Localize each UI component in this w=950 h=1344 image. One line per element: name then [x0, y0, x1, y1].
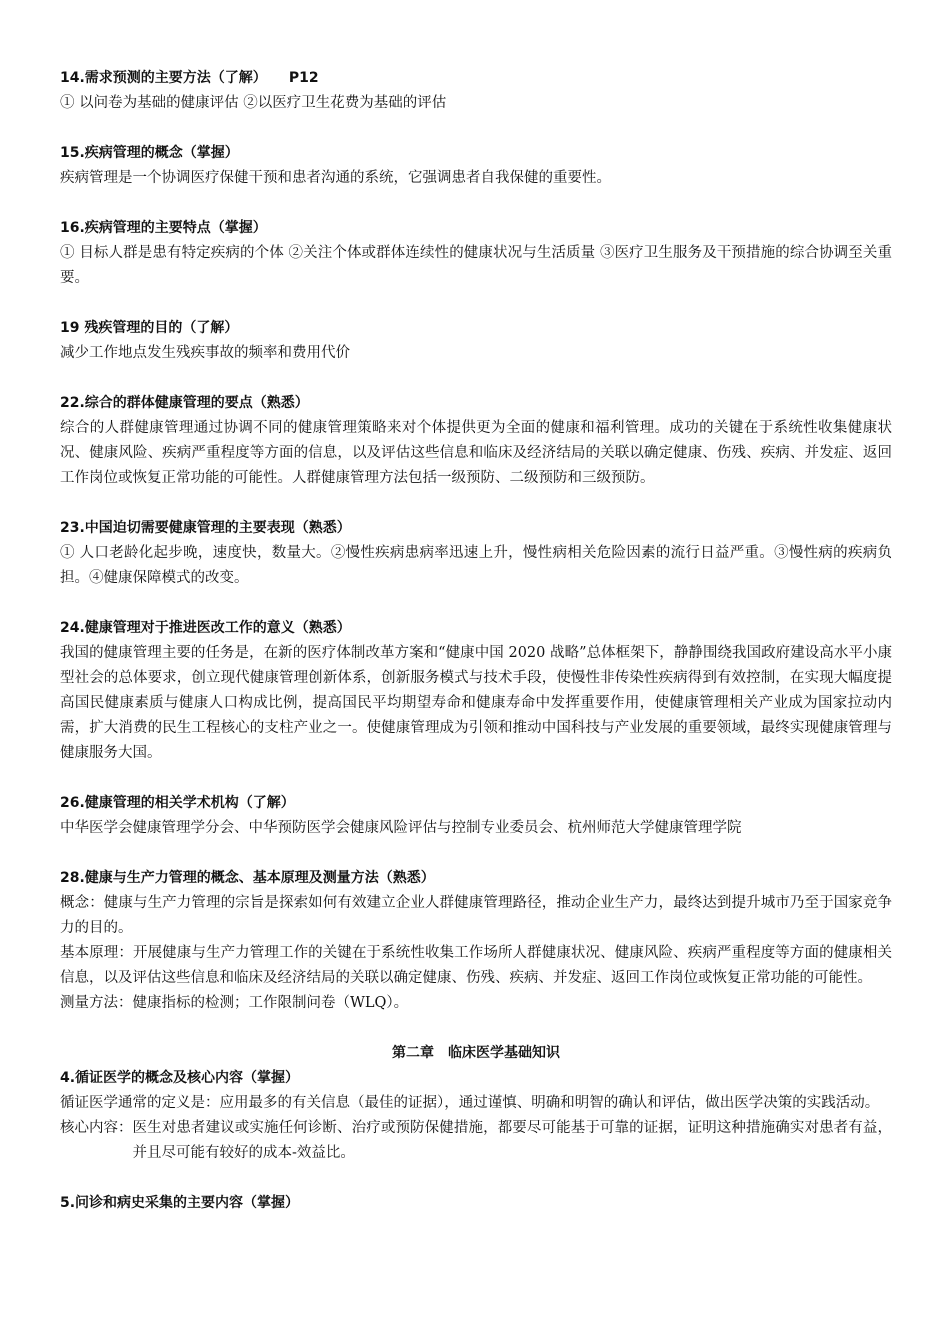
- section-heading: 26.健康管理的相关学术机构（了解）: [60, 795, 295, 811]
- section-heading: 19 残疾管理的目的（了解）: [60, 320, 239, 336]
- section-body: ① 目标人群是患有特定疾病的个体 ②关注个体或群体连续性的健康状况与生活质量 ③医疗卫生服务及干预措施的综合协调至关重要。: [60, 245, 892, 286]
- concept-paragraph: 概念：健康与生产力管理的宗旨是探索如何有效建立企业人群健康管理路径，推动企业生产力，最终达到提升城市乃至于国家竞争力的目的。: [60, 895, 892, 936]
- section-body: 中华医学会健康管理学分会、中华预防医学会健康风险评估与控制专业委员会、杭州师范大学健康管理学院: [60, 820, 742, 836]
- definition-text: 应用最多的有关信息（最佳的证据），通过谨慎、明确和明智的确认和评估，做出医学决策的实践活动。: [219, 1095, 880, 1111]
- chapter-title: 第二章 临床医学基础知识: [392, 1045, 560, 1061]
- section-body: 我国的健康管理主要的任务是，在新的医疗体制改革方案和“健康中国 2020 战略”总体框架下，静静围绕我国政府建设高水平小康型社会的总体要求，创立现代健康管理创新体系，创新服务模式与技术手段，使慢性非传染性疾病得到有效控制，在实现大幅度提高国民健康素质与健康人口构成比例，提高国民平均期望寿命和健康寿命中发挥重要作用，使健康管理相关产业成为国家拉动内需，扩大消费的民生工程核心的支柱产业之一。使健康管理成为引领和推动中国科技与产业发展的重要领域，最终实现健康管理与健康服务大国。: [60, 645, 892, 761]
- section-heading: 23.中国迫切需要健康管理的主要表现（熟悉）: [60, 520, 351, 536]
- definition-item: [60, 1091, 892, 1116]
- section-heading: 14.需求预测的主要方法（了解） P12: [60, 70, 319, 86]
- section-body: 综合的人群健康管理通过协调不同的健康管理策略来对个体提供更为全面的健康和福利管理。成功的关键在于系统性收集健康状况、健康风险、疾病严重程度等方面的信息，以及评估这些信息和临床及经济结局的关联以确定健康、伤残、疾病、并发症、返回工作岗位或恢复正常功能的可能性。人群健康管理方法包括一级预防、二级预防和三级预防。: [60, 420, 892, 486]
- section-24: [60, 616, 892, 766]
- section-16: [60, 216, 892, 291]
- page-reference: P12: [288, 70, 319, 86]
- section-body: ① 以问卷为基础的健康评估 ②以医疗卫生花费为基础的评估: [60, 95, 447, 111]
- section-heading: 16.疾病管理的主要特点（掌握）: [60, 220, 267, 236]
- section-body: 疾病管理是一个协调医疗保健干预和患者沟通的系统，它强调患者自我保健的重要性。: [60, 170, 611, 186]
- section-ch2-5: [60, 1191, 892, 1216]
- section-19: [60, 316, 892, 366]
- section-heading: 5.问诊和病史采集的主要内容（掌握）: [60, 1195, 300, 1211]
- section-heading: 15.疾病管理的概念（掌握）: [60, 145, 239, 161]
- section-23: [60, 516, 892, 591]
- section-ch2-4: [60, 1066, 892, 1166]
- section-15: [60, 141, 892, 191]
- section-heading: 4.循证医学的概念及核心内容（掌握）: [60, 1070, 300, 1086]
- section-14: [60, 66, 892, 116]
- core-content-label: 核心内容：: [60, 1120, 133, 1136]
- section-heading: 24.健康管理对于推进医改工作的意义（熟悉）: [60, 620, 351, 636]
- method-paragraph: 测量方法：健康指标的检测；工作限制问卷（WLQ）。: [60, 995, 409, 1011]
- section-body: ① 人口老龄化起步晚，速度快，数量大。②慢性疾病患病率迅速上升，慢性病相关危险因素的流行日益严重。③慢性病的疾病负担。④健康保障模式的改变。: [60, 545, 892, 586]
- section-heading: 28.健康与生产力管理的概念、基本原理及测量方法（熟悉）: [60, 870, 435, 886]
- definition-label: 循证医学通常的定义是：: [60, 1095, 220, 1111]
- core-content-text: 医生对患者建议或实施任何诊断、治疗或预防保健措施，都要尽可能基于可靠的证据，证明这种措施确实对患者有益，并且尽可能有较好的成本-效益比。: [132, 1120, 892, 1161]
- principle-paragraph: 基本原理：开展健康与生产力管理工作的关键在于系统性收集工作场所人群健康状况、健康风险、疾病严重程度等方面的健康相关信息，以及评估这些信息和临床及经济结局的关联以确定健康、伤残、疾病、并发症、返回工作岗位或恢复正常功能的可能性。: [60, 945, 892, 986]
- section-26: [60, 791, 892, 841]
- section-28: [60, 866, 892, 1016]
- document-page: [60, 66, 892, 1216]
- section-heading: 22.综合的群体健康管理的要点（熟悉）: [60, 395, 309, 411]
- section-body: 减少工作地点发生残疾事故的频率和费用代价: [60, 345, 350, 361]
- core-content-item: [60, 1116, 892, 1166]
- section-22: [60, 391, 892, 491]
